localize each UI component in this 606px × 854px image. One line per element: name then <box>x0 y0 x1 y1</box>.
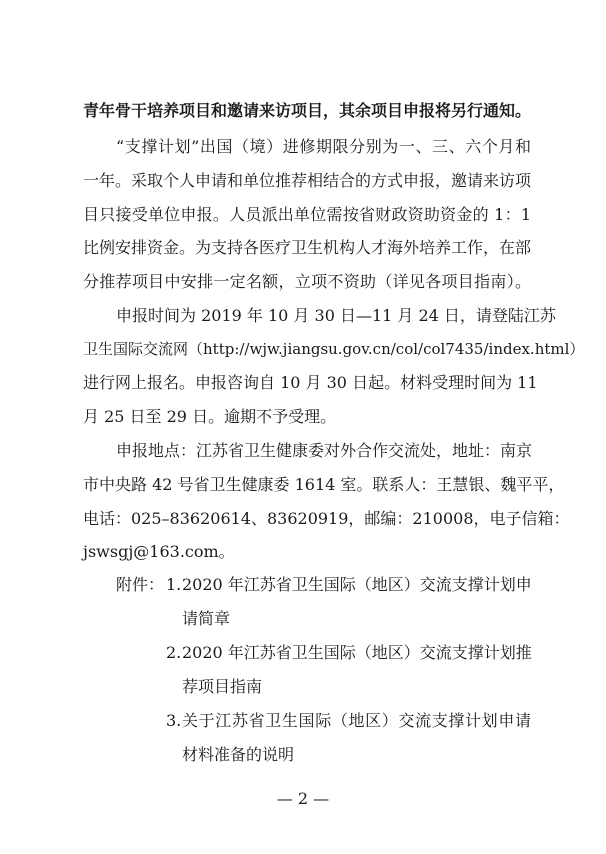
paragraph-line: 市中央路 42 号省卫生健康委 1614 室。联系人：王慧银、魏平平， <box>83 475 565 494</box>
paragraph-line: 青年骨干培养项目和邀请来访项目，其余项目申报将另行通知。 <box>83 101 532 120</box>
attachment-title-cont: 材料准备的说明 <box>182 745 295 764</box>
email-line: jswsgj@163.com。 <box>83 542 235 561</box>
attachment-title-cont: 荐项目指南 <box>182 677 263 696</box>
attachment-number: 3. <box>166 711 182 730</box>
paragraph-line: 卫生国际交流网（http://wjw.jiangsu.gov.cn/col/col7435/index.html） <box>83 340 585 358</box>
attachment-number: 1. <box>166 575 182 594</box>
attachment-title: 2020 年江苏省卫生国际（地区）交流支撑计划推 <box>182 643 532 662</box>
attachment-title-cont: 请简章 <box>182 609 231 628</box>
paragraph-line: 进行网上报名。申报咨询自 10 月 30 日起。材料受理时间为 11 <box>83 373 538 392</box>
attachment-number: 2. <box>166 643 182 662</box>
page-number: — 2 — <box>276 789 330 808</box>
paragraph-line: 一年。采取个人申请和单位推荐相结合的方式申报，邀请来访项 <box>83 171 532 190</box>
paragraph-line: 申报时间为 2019 年 10 月 30 日—11 月 24 日，请登陆江苏 <box>116 306 556 325</box>
attachments-label: 附件： <box>116 575 165 594</box>
paragraph-line: 申报地点：江苏省卫生健康委对外合作交流处，地址：南京 <box>116 441 533 460</box>
paragraph-line: 电话：025–83620614、83620919，邮编：210008，电子信箱： <box>83 509 570 528</box>
attachment-title: 关于江苏省卫生国际（地区）交流支撑计划申请 <box>182 711 531 730</box>
paragraph-line: 目只接受单位申报。人员派出单位需按省财政资助资金的 1：1 <box>83 205 531 224</box>
paragraph-line: 分推荐项目中安排一定名额，立项不资助（详见各项目指南）。 <box>83 272 531 291</box>
attachment-title: 2020 年江苏省卫生国际（地区）交流支撑计划申 <box>182 575 532 594</box>
paragraph-line: “支撑计划”出国（境）进修期限分别为一、三、六个月和 <box>116 137 531 156</box>
paragraph-line: 月 25 日至 29 日。逾期不予受理。 <box>83 407 337 426</box>
paragraph-line: 比例安排资金。为支持各医疗卫生机构人才海外培养工作，在部 <box>83 238 532 257</box>
